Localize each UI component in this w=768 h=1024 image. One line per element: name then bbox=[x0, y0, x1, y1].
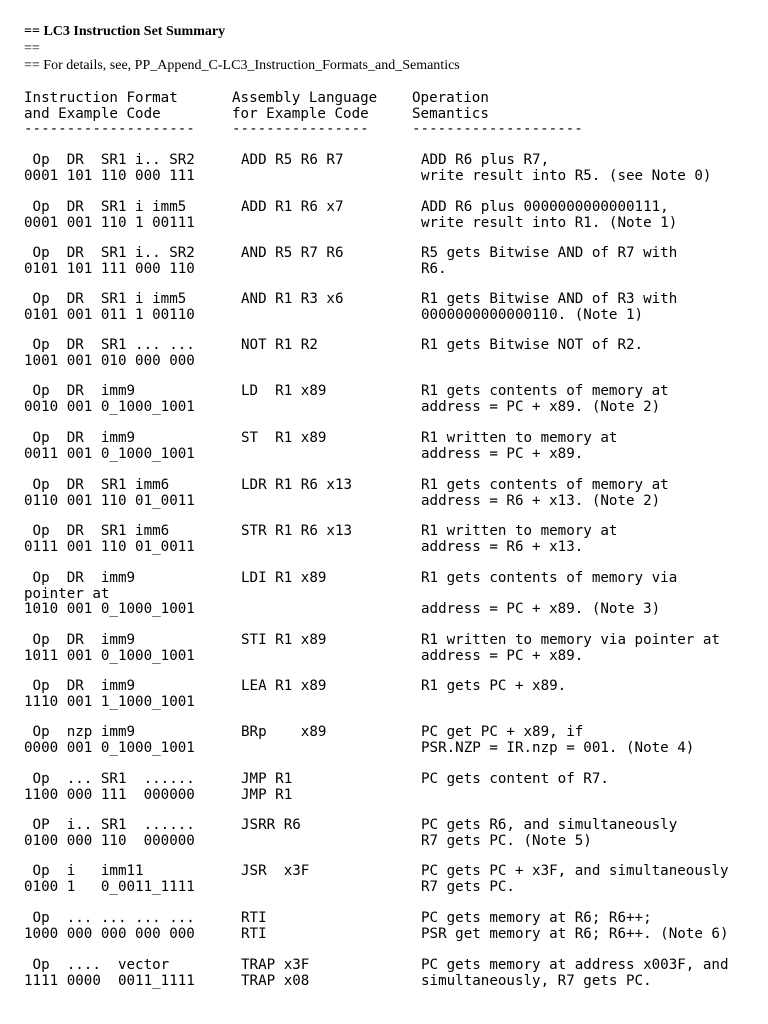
semantics-line1: PC gets PC + x3F, and simultaneously bbox=[421, 863, 729, 879]
semantics-line1: PC gets R6, and simultaneously bbox=[421, 817, 678, 833]
semantics-line2: R7 gets PC. bbox=[421, 879, 515, 895]
details-reference: == For details, see, PP_Append_C-LC3_Instruction_Formats_and_Semantics bbox=[24, 58, 460, 73]
assembly-code-alt: JMP R1 bbox=[241, 787, 293, 803]
instruction-row-add-immediate bbox=[0, 199, 768, 239]
format-bits: 1001 001 010 000 000 bbox=[24, 353, 195, 369]
format-bits: 0100 000 110 000000 bbox=[24, 833, 195, 849]
instruction-row-jsr bbox=[0, 863, 768, 903]
format-fields: Op DR imm9 bbox=[24, 632, 136, 648]
format-bits: 0101 101 111 000 110 bbox=[24, 261, 195, 277]
format-fields: Op i imm11 bbox=[24, 863, 144, 879]
instruction-row-ldi bbox=[0, 570, 768, 626]
assembly-header-line2: for Example Code bbox=[232, 106, 369, 122]
format-fields: Op DR SR1 imm6 bbox=[24, 523, 170, 539]
semantics-line2: address = PC + x89. bbox=[421, 446, 584, 462]
assembly-code: ST R1 x89 bbox=[241, 430, 327, 446]
semantics-line2: 0000000000000110. (Note 1) bbox=[421, 307, 644, 323]
format-bits: 1100 000 111 000000 bbox=[24, 787, 195, 803]
assembly-code: BRp x89 bbox=[241, 724, 327, 740]
semantics-line2: simultaneously, R7 gets PC. bbox=[421, 973, 652, 989]
format-fields: Op ... SR1 ...... bbox=[24, 771, 195, 787]
assembly-code: LDI R1 x89 bbox=[241, 570, 327, 586]
format-bits: 0001 101 110 000 111 bbox=[24, 168, 195, 184]
semantics-line1: PC gets memory at R6; R6++; bbox=[421, 910, 652, 926]
format-fields: Op DR SR1 ... ... bbox=[24, 337, 195, 353]
assembly-code: RTI bbox=[241, 910, 267, 926]
format-wrapped-text: pointer at bbox=[24, 586, 110, 602]
header-separator: == bbox=[24, 41, 40, 56]
assembly-code: LD R1 x89 bbox=[241, 383, 327, 399]
format-bits: 0000 001 0_1000_1001 bbox=[24, 740, 195, 756]
format-fields: Op DR SR1 i imm5 bbox=[24, 291, 187, 307]
instruction-row-str bbox=[0, 523, 768, 563]
semantics-line1: R1 gets PC + x89. bbox=[421, 678, 567, 694]
semantics-line1: ADD R6 plus 0000000000000111, bbox=[421, 199, 669, 215]
semantics-line1: R1 gets contents of memory at bbox=[421, 383, 669, 399]
instruction-row-sti bbox=[0, 632, 768, 672]
semantics-line1: PC gets memory at address x003F, and bbox=[421, 957, 729, 973]
assembly-code: JSRR R6 bbox=[241, 817, 301, 833]
semantics-line2: R6. bbox=[421, 261, 447, 277]
instruction-row-and-immediate bbox=[0, 291, 768, 331]
semantics-line1: R1 gets Bitwise AND of R3 with bbox=[421, 291, 678, 307]
semantics-line2: address = PC + x89. (Note 3) bbox=[421, 601, 661, 617]
format-bits: 0101 001 011 1 00110 bbox=[24, 307, 195, 323]
format-bits: 0010 001 0_1000_1001 bbox=[24, 399, 195, 415]
instruction-row-ldr bbox=[0, 477, 768, 517]
document-title: == LC3 Instruction Set Summary bbox=[24, 24, 226, 39]
instruction-row-add-register bbox=[0, 152, 768, 192]
assembly-code: ADD R5 R6 R7 bbox=[241, 152, 344, 168]
format-bits: 1110 001 1_1000_1001 bbox=[24, 694, 195, 710]
assembly-code: ADD R1 R6 x7 bbox=[241, 199, 344, 215]
assembly-code: LDR R1 R6 x13 bbox=[241, 477, 353, 493]
instruction-row-not bbox=[0, 337, 768, 377]
instruction-row-jmp bbox=[0, 771, 768, 811]
format-bits: 0001 001 110 1 00111 bbox=[24, 215, 195, 231]
format-fields: Op DR SR1 i.. SR2 bbox=[24, 152, 195, 168]
format-bits: 1010 001 0_1000_1001 bbox=[24, 601, 195, 617]
format-fields: Op .... vector bbox=[24, 957, 170, 973]
instruction-row-ld bbox=[0, 383, 768, 423]
semantics-line1: PC get PC + x89, if bbox=[421, 724, 584, 740]
assembly-code: LEA R1 x89 bbox=[241, 678, 327, 694]
format-bits: 1011 001 0_1000_1001 bbox=[24, 648, 195, 664]
semantics-line2: address = R6 + x13. (Note 2) bbox=[421, 493, 661, 509]
semantics-line2: address = PC + x89. bbox=[421, 648, 584, 664]
format-fields: Op nzp imm9 bbox=[24, 724, 136, 740]
format-bits: 0100 1 0_0011_1111 bbox=[24, 879, 195, 895]
semantics-line1: R1 written to memory at bbox=[421, 523, 618, 539]
instruction-row-jsrr bbox=[0, 817, 768, 857]
format-fields: Op DR imm9 bbox=[24, 430, 136, 446]
assembly-code-alt: RTI bbox=[241, 926, 267, 942]
semantics-line2: PSR get memory at R6; R6++. (Note 6) bbox=[421, 926, 729, 942]
semantics-line1: R1 gets contents of memory via bbox=[421, 570, 678, 586]
assembly-code: AND R5 R7 R6 bbox=[241, 245, 344, 261]
semantics-line1: R1 gets contents of memory at bbox=[421, 477, 669, 493]
format-bits: 0110 001 110 01_0011 bbox=[24, 493, 195, 509]
assembly-header-line1: Assembly Language bbox=[232, 90, 378, 106]
format-header-line1: Instruction Format bbox=[24, 90, 178, 106]
instruction-row-br bbox=[0, 724, 768, 764]
semantics-line2: address = R6 + x13. bbox=[421, 539, 584, 555]
instruction-row-lea bbox=[0, 678, 768, 718]
assembly-code: TRAP x3F bbox=[241, 957, 310, 973]
format-header-rule: -------------------- bbox=[24, 121, 195, 137]
format-fields: Op DR SR1 i.. SR2 bbox=[24, 245, 195, 261]
format-fields: Op ... ... ... ... bbox=[24, 910, 195, 926]
format-bits: 0011 001 0_1000_1001 bbox=[24, 446, 195, 462]
format-fields: Op DR imm9 bbox=[24, 678, 136, 694]
instruction-row-rti bbox=[0, 910, 768, 950]
format-bits: 1111 0000 0011_1111 bbox=[24, 973, 195, 989]
assembly-header-rule: ---------------- bbox=[232, 121, 369, 137]
semantics-line1: R5 gets Bitwise AND of R7 with bbox=[421, 245, 678, 261]
semantics-line2: write result into R1. (Note 1) bbox=[421, 215, 678, 231]
format-fields: Op DR imm9 bbox=[24, 383, 136, 399]
assembly-code: AND R1 R3 x6 bbox=[241, 291, 344, 307]
assembly-code: STR R1 R6 x13 bbox=[241, 523, 353, 539]
semantics-header-line2: Semantics bbox=[412, 106, 489, 122]
format-fields: Op DR SR1 i imm5 bbox=[24, 199, 187, 215]
assembly-code: STI R1 x89 bbox=[241, 632, 327, 648]
semantics-line1: R1 written to memory via pointer at bbox=[421, 632, 720, 648]
assembly-code: JSR x3F bbox=[241, 863, 310, 879]
semantics-line2: PSR.NZP = IR.nzp = 001. (Note 4) bbox=[421, 740, 695, 756]
format-header-line2: and Example Code bbox=[24, 106, 161, 122]
semantics-header-line1: Operation bbox=[412, 90, 489, 106]
instruction-row-trap bbox=[0, 957, 768, 997]
semantics-header-rule: -------------------- bbox=[412, 121, 583, 137]
assembly-code-alt: TRAP x08 bbox=[241, 973, 310, 989]
semantics-line1: R1 written to memory at bbox=[421, 430, 618, 446]
format-fields: Op DR SR1 imm6 bbox=[24, 477, 170, 493]
semantics-line2: address = PC + x89. (Note 2) bbox=[421, 399, 661, 415]
semantics-line1: ADD R6 plus R7, bbox=[421, 152, 550, 168]
semantics-line1: R1 gets Bitwise NOT of R2. bbox=[421, 337, 644, 353]
semantics-line2: write result into R5. (see Note 0) bbox=[421, 168, 712, 184]
semantics-line2: R7 gets PC. (Note 5) bbox=[421, 833, 592, 849]
assembly-code: NOT R1 R2 bbox=[241, 337, 318, 353]
instruction-row-and-register bbox=[0, 245, 768, 285]
instruction-row-st bbox=[0, 430, 768, 470]
format-fields: Op DR imm9 bbox=[24, 570, 136, 586]
format-fields: OP i.. SR1 ...... bbox=[24, 817, 195, 833]
assembly-code: JMP R1 bbox=[241, 771, 293, 787]
semantics-line1: PC gets content of R7. bbox=[421, 771, 609, 787]
format-bits: 1000 000 000 000 000 bbox=[24, 926, 195, 942]
format-bits: 0111 001 110 01_0011 bbox=[24, 539, 195, 555]
